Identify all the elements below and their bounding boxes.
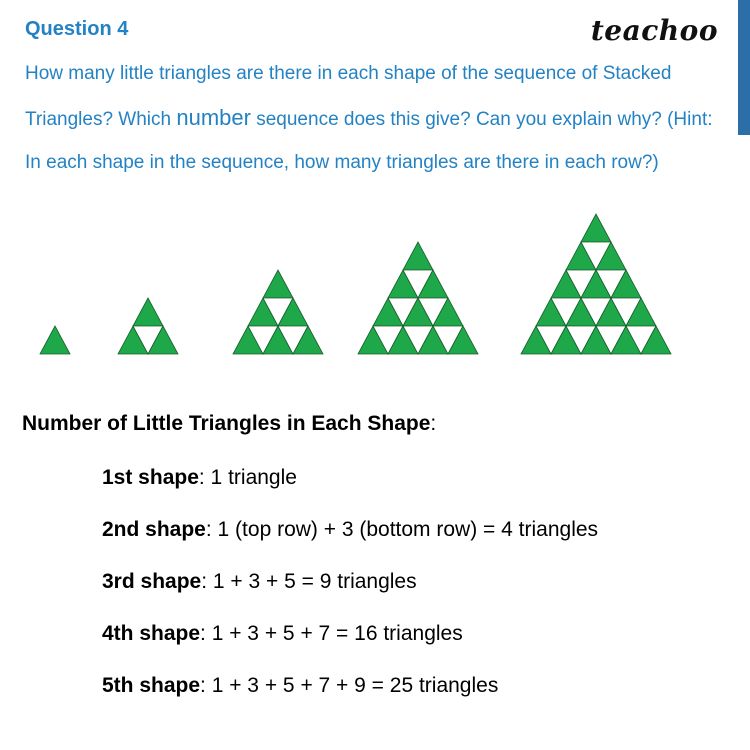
question-text-part2: sequence does this give? Can you explain why? (Hint: In each shape in the sequence, how many triangles are there in each row?) <box>25 108 713 173</box>
answer-row-1 <box>102 466 297 490</box>
little-triangle <box>581 214 611 242</box>
answer-row-label: 2nd shape <box>102 518 206 541</box>
stacked-triangles-figure <box>0 195 750 370</box>
answer-row-text: : 1 + 3 + 5 = 9 triangles <box>201 570 417 593</box>
question-text-part1: How many little triangles are there in each shape of the sequence of Stacked Triangles? Which <box>25 63 672 130</box>
triangle-shape-2 <box>118 298 178 354</box>
answer-row-label: 1st shape <box>102 466 199 489</box>
scrollbar-thumb[interactable] <box>738 0 750 135</box>
answer-row-text: : 1 triangle <box>198 466 297 489</box>
answer-row-text: : 1 (top row) + 3 (bottom row) = 4 triangles <box>205 518 599 541</box>
answer-row-3 <box>102 570 417 594</box>
answer-heading-suffix: : <box>430 412 437 435</box>
answer-row-5 <box>102 674 498 698</box>
brand-logo: teachoo <box>590 14 718 47</box>
answer-row-4 <box>102 622 463 646</box>
little-triangle <box>40 326 70 354</box>
little-triangle <box>403 242 433 270</box>
triangle-shape-3 <box>233 270 323 354</box>
question-text <box>25 52 715 185</box>
answer-heading-label: Number of Little Triangles in Each Shape <box>22 412 431 435</box>
answer-row-2 <box>102 518 598 542</box>
question-text-emphasis: number <box>176 104 251 130</box>
answer-row-text: : 1 + 3 + 5 + 7 + 9 = 25 triangles <box>200 674 499 697</box>
triangle-shape-4 <box>358 242 478 354</box>
answer-row-text: : 1 + 3 + 5 + 7 = 16 triangles <box>200 622 463 645</box>
answer-row-label: 4th shape <box>102 622 201 645</box>
answer-heading <box>22 412 436 436</box>
triangle-shape-1 <box>40 326 70 354</box>
answer-row-label: 5th shape <box>102 674 201 697</box>
little-triangle <box>263 270 293 298</box>
little-triangle <box>133 298 163 326</box>
triangle-shape-5 <box>521 214 671 354</box>
question-label: Question 4 <box>25 18 129 40</box>
answer-row-label: 3rd shape <box>102 570 202 593</box>
